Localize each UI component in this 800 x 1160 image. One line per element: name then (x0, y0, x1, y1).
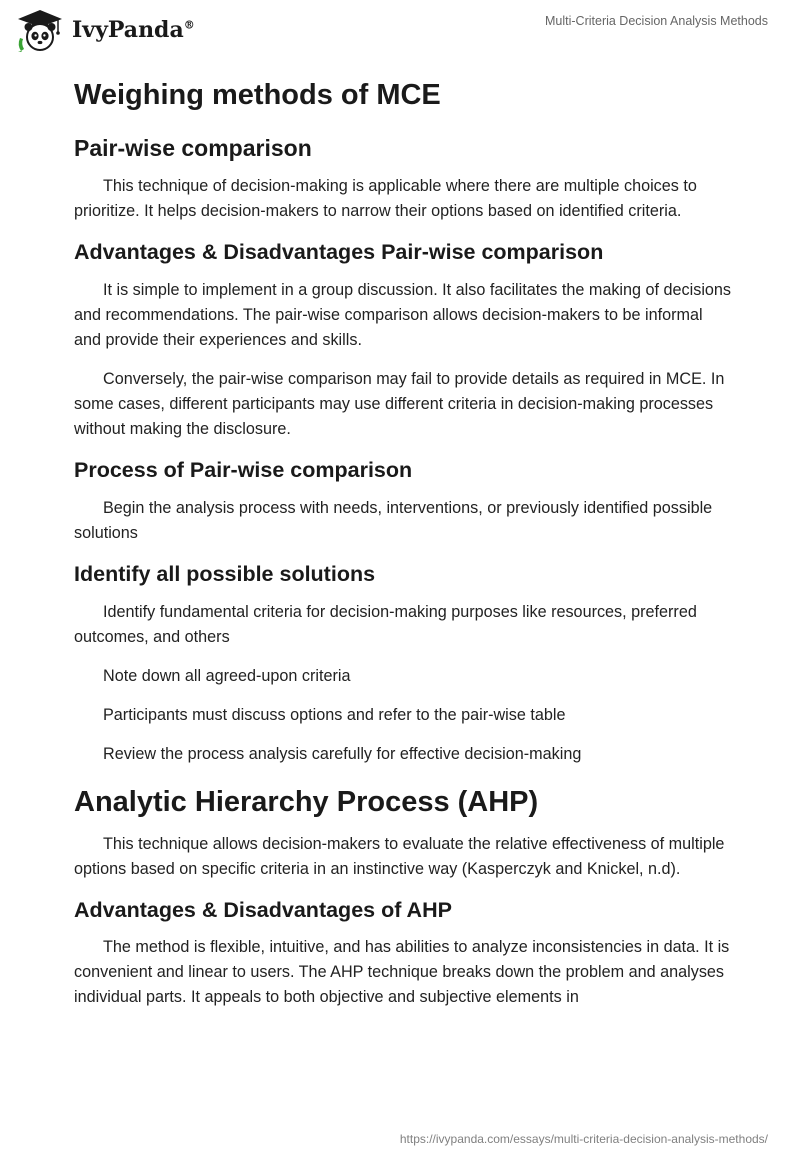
section-heading-pairwise-process: Process of Pair-wise comparison (74, 458, 413, 483)
document-title: Multi-Criteria Decision Analysis Methods (545, 14, 768, 28)
brand-name: IvyPanda® (72, 17, 195, 43)
section-heading-pairwise: Pair-wise comparison (74, 134, 312, 161)
ivypanda-logo[interactable] (14, 8, 195, 52)
panda-graduate-icon (14, 8, 66, 52)
page-title: Weighing methods of MCE (74, 79, 441, 111)
paragraph: This technique allows decision-makers to evaluate the relative effectiveness of multiple options based on specific criteria in an instinctive way (Kasperczyk and Knickel, n.d). (74, 834, 725, 878)
paragraph: This technique of decision-making is applicable where there are multiple choices to prioritize. It helps decision-makers to narrow their options based on identified criteria. (74, 177, 697, 221)
section-heading-ahp-advantages: Advantages & Disadvantages of AHP (74, 897, 452, 922)
paragraph: The method is flexible, intuitive, and has abilities to analyze inconsistencies in data. It is convenient and linear to users. The AHP technique breaks down the problem and analyses individual parts. It appeals to both objective and subjective elements in (74, 938, 730, 1007)
paragraph: It is simple to implement in a group discussion. It also facilitates the making of decisions and recommendations. The pair-wise comparison allows decision-makers to be informal and provide their experiences and skills. (74, 281, 732, 350)
paragraph: Participants must discuss options and refer to the pair-wise table (103, 705, 566, 724)
paragraph: Review the process analysis carefully for effective decision-making (103, 744, 582, 763)
essay-content (74, 70, 734, 1010)
section-heading-identify-solutions: Identify all possible solutions (74, 561, 376, 586)
page-header (0, 0, 800, 60)
source-url[interactable]: https://ivypanda.com/essays/multi-criteria-decision-analysis-methods/ (399, 1132, 768, 1146)
paragraph: Begin the analysis process with needs, interventions, or previously identified possible solutions (74, 498, 713, 542)
section-heading-pairwise-advantages: Advantages & Disadvantages Pair-wise comparison (74, 240, 604, 265)
section-heading-ahp: Analytic Hierarchy Process (AHP) (74, 785, 539, 818)
paragraph: Identify fundamental criteria for decision-making purposes like resources, preferred outcomes, and others (74, 602, 697, 646)
paragraph: Conversely, the pair-wise comparison may fail to provide details as required in MCE. In some cases, different participants may use different criteria in decision-making processes without making the disclosure. (74, 370, 725, 439)
paragraph: Note down all agreed-upon criteria (103, 666, 351, 685)
